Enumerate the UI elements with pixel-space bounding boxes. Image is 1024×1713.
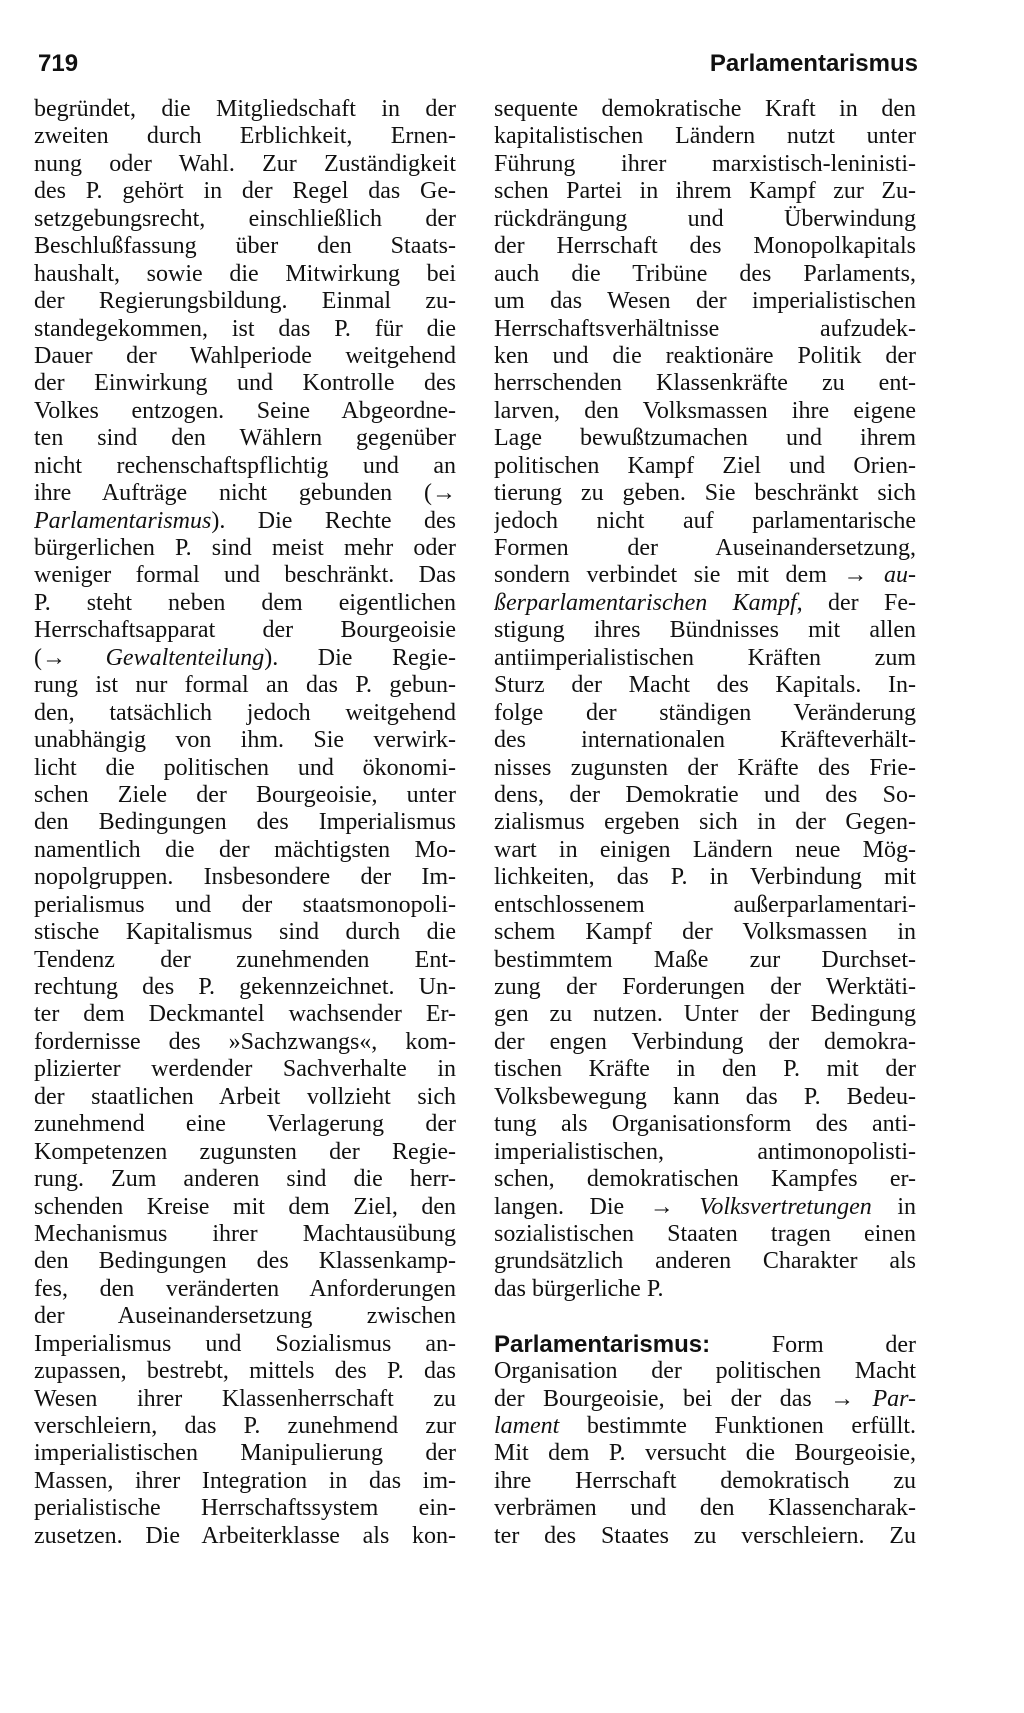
text-line — [494, 1440, 916, 1467]
text-line — [494, 1495, 916, 1522]
text-line — [34, 617, 456, 644]
text-run: bürgerlichen P. sind meist mehr oder — [34, 535, 456, 561]
text-line — [34, 178, 456, 205]
text-line — [494, 1221, 916, 1248]
text-run: der Auseinandersetzung zwischen — [34, 1303, 456, 1330]
text-line — [494, 398, 916, 425]
text-run: den Bedingungen des Klassenkamp- — [34, 1248, 456, 1275]
text-line — [34, 809, 456, 836]
text-line — [34, 1139, 456, 1166]
text-line — [494, 1523, 916, 1550]
text-run: rung ist nur formal an das P. gebun- — [34, 672, 456, 699]
text-line — [34, 343, 456, 370]
text-line — [34, 892, 456, 919]
text-line — [494, 947, 916, 974]
text-line — [34, 864, 456, 891]
text-line — [34, 672, 456, 699]
text-line — [34, 1194, 456, 1221]
text-run: sozialistischen Staaten tragen einen — [494, 1220, 916, 1247]
text-line — [34, 206, 456, 233]
text-run: schen, demokratischen Kampfes er- — [494, 1166, 916, 1193]
text-run: Mechanismus ihrer Machtausübung — [34, 1220, 456, 1247]
text-line — [34, 1001, 456, 1028]
text-run: Imperialismus und Sozialismus an- — [34, 1330, 456, 1357]
text-run: schem Kampf der Volksmassen in — [494, 919, 916, 946]
text-run: ten sind den Wählern gegenüber — [34, 425, 456, 452]
text-run: , der Fe- — [796, 589, 916, 616]
text-line — [34, 1029, 456, 1056]
text-line — [34, 727, 456, 754]
text-line — [34, 1084, 456, 1111]
text-line — [34, 233, 456, 260]
text-run: Wesen ihrer Klassenherrschaft zu — [34, 1385, 456, 1412]
text-line — [494, 672, 916, 699]
text-line — [494, 919, 916, 946]
text-line — [494, 123, 916, 150]
text-run: politischen Kampf Ziel und Orien- — [494, 452, 916, 479]
text-line — [34, 947, 456, 974]
text-line — [34, 1303, 456, 1330]
text-line — [494, 1194, 916, 1221]
text-run: fes, den veränderten Anforderungen — [34, 1275, 456, 1302]
text-line — [494, 370, 916, 397]
text-line — [34, 837, 456, 864]
text-run: ter dem Deckmantel wachsender Er- — [34, 1001, 456, 1028]
text-run: ihre Aufträge nicht gebunden (→ — [34, 480, 456, 507]
text-run: begründet, die Mitgliedschaft in der — [34, 96, 456, 122]
text-line — [34, 480, 456, 507]
text-line — [494, 700, 916, 727]
text-line — [34, 398, 456, 425]
text-run: herrschenden Klassenkräfte zu ent- — [494, 370, 916, 397]
text-line — [494, 1468, 916, 1495]
text-run: zusetzen. Die Arbeiterklasse als kon- — [34, 1522, 456, 1549]
text-run: Form der — [710, 1331, 916, 1358]
text-run: stigung ihres Bündnisses mit allen — [494, 617, 916, 644]
text-run: den Bedingungen des Imperialismus — [34, 809, 456, 836]
text-line — [494, 562, 916, 589]
text-run: Mit dem P. versucht die Bourgeoisie, — [494, 1440, 916, 1467]
text-run: kapitalistischen Ländern nutzt unter — [494, 123, 916, 150]
running-title: Parlamentarismus — [709, 50, 918, 77]
text-run: rückdrängung und Überwindung — [494, 205, 916, 232]
text-run: licht die politischen und ökonomi- — [34, 754, 456, 781]
text-line — [34, 425, 456, 452]
text-run: Sturz der Macht des Kapitals. In- — [494, 672, 916, 699]
text-line — [34, 700, 456, 727]
text-line — [494, 617, 916, 644]
text-run: in — [871, 1193, 916, 1220]
text-run: tung als Organisationsform des anti- — [494, 1111, 916, 1138]
text-run: der Bourgeoisie, bei der das → — [494, 1385, 873, 1412]
text-run: Dauer der Wahlperiode weitgehend — [34, 342, 456, 369]
text-line — [34, 288, 456, 315]
text-line — [494, 480, 916, 507]
text-run: grundsätzlich anderen Charakter als — [494, 1248, 916, 1275]
text-line — [494, 233, 916, 260]
text-run: Herrschaftsverhältnisse aufzudek- — [494, 315, 916, 342]
text-run: lichkeiten, das P. in Verbindung mit — [494, 864, 916, 891]
text-run: antiimperialistischen Kräften zum — [494, 644, 916, 671]
text-line — [494, 206, 916, 233]
text-run: sequente demokratische Kraft in den — [494, 96, 916, 122]
text-run: schenden Kreise mit dem Ziel, den — [34, 1193, 456, 1220]
cross-reference: Volksvertretungen — [699, 1193, 872, 1220]
text-run: fordernisse des »Sachzwangs«, kom- — [34, 1028, 456, 1055]
text-run: des P. gehört in der Regel das Ge- — [34, 178, 456, 205]
cross-reference: ßerparlamentarischen Kampf — [494, 589, 797, 616]
text-run: den, tatsächlich jedoch weitgehend — [34, 699, 456, 726]
text-line — [494, 837, 916, 864]
text-line — [494, 590, 916, 617]
text-line — [34, 1331, 456, 1358]
text-run: ). Die Rechte des — [211, 507, 456, 534]
text-line — [34, 1523, 456, 1550]
text-run: zung der Forderungen der Werktäti- — [494, 974, 916, 1000]
text-run: rechtung des P. gekennzeichnet. Un- — [34, 974, 456, 1000]
text-run: nopolgruppen. Insbesondere der Im- — [34, 864, 456, 891]
text-line — [494, 343, 916, 370]
text-line — [494, 1056, 916, 1083]
text-run: ter des Staates zu verschleiern. Zu — [494, 1522, 916, 1549]
text-line — [34, 919, 456, 946]
text-line — [34, 562, 456, 589]
text-line — [34, 261, 456, 288]
text-run: namentlich die der mächtigsten Mo- — [34, 836, 456, 863]
text-run: auch die Tribüne des Parlaments, — [494, 260, 916, 287]
text-line — [494, 178, 916, 205]
text-line — [34, 1413, 456, 1440]
text-run: folge der ständigen Veränderung — [494, 699, 916, 726]
text-run: ken und die reaktionäre Politik der — [494, 342, 916, 369]
text-run: perialismus und der staatsmonopoli- — [34, 891, 456, 918]
text-line — [34, 151, 456, 178]
text-run: entschlossenem außerparlamentari- — [494, 891, 916, 918]
text-run: bestimmtem Maße zur Durchset- — [494, 946, 916, 973]
text-run: Kompetenzen zugunsten der Regie- — [34, 1138, 456, 1165]
text-line — [494, 508, 916, 535]
cross-reference: au- — [884, 562, 916, 589]
text-run: imperialistischen, antimonopolisti- — [494, 1138, 916, 1165]
text-run: schen Ziele der Bourgeoisie, unter — [34, 781, 456, 808]
text-line — [34, 1495, 456, 1522]
text-run: Volksbewegung kann das P. Bedeu- — [494, 1083, 916, 1110]
text-run: (→ — [34, 644, 106, 671]
text-run: Herrschaftsapparat der Bourgeoisie — [34, 617, 456, 644]
cross-reference: Parlamentarismus — [34, 507, 212, 534]
text-line — [494, 535, 916, 562]
text-run: tischen Kräfte in den P. mit der — [494, 1056, 916, 1083]
text-line — [494, 261, 916, 288]
text-run: verbrämen und den Klassencharak- — [494, 1495, 916, 1522]
text-run: ). Die Regie- — [264, 644, 456, 671]
text-run: nicht rechenschaftspflichtig und an — [34, 452, 456, 479]
text-run: wart in einigen Ländern neue Mög- — [494, 836, 916, 863]
text-line — [494, 1386, 916, 1413]
text-line — [34, 453, 456, 480]
text-line — [34, 1248, 456, 1275]
text-run: Organisation der politischen Macht — [494, 1358, 916, 1385]
text-line — [34, 96, 456, 123]
text-line — [494, 1001, 916, 1028]
text-run: nung oder Wahl. Zur Zuständigkeit — [34, 150, 456, 177]
text-line — [34, 508, 456, 535]
text-run: gen zu nutzen. Unter der Bedingung — [494, 1001, 916, 1028]
text-line — [494, 316, 916, 343]
text-line — [34, 590, 456, 617]
text-run: setzgebungsrecht, einschließlich der — [34, 205, 456, 232]
text-line — [494, 1166, 916, 1193]
text-line — [494, 1139, 916, 1166]
text-run: zweiten durch Erblichkeit, Ernen- — [34, 123, 456, 150]
text-line — [34, 1166, 456, 1193]
text-run: imperialistischen Manipulierung der — [34, 1440, 456, 1467]
text-run: stische Kapitalismus sind durch die — [34, 919, 456, 946]
text-line — [494, 727, 916, 754]
text-run: perialistische Herrschaftssystem ein- — [34, 1495, 456, 1522]
text-line — [34, 535, 456, 562]
text-line — [494, 151, 916, 178]
text-line — [34, 370, 456, 397]
text-run: der Einwirkung und Kontrolle des — [34, 370, 456, 397]
text-run: jedoch nicht auf parlamentarische — [494, 507, 916, 534]
text-line — [494, 1029, 916, 1056]
text-run: der Herrschaft des Monopolkapitals — [494, 233, 916, 260]
text-run: das bürgerliche P. — [494, 1275, 664, 1302]
text-run: Volkes entzogen. Seine Abgeordne- — [34, 397, 456, 424]
text-line — [494, 453, 916, 480]
paragraph-gap — [494, 1303, 916, 1330]
text-line — [494, 425, 916, 452]
cross-reference: Gewaltenteilung — [105, 644, 265, 671]
text-line — [34, 123, 456, 150]
text-line — [494, 892, 916, 919]
text-run: der engen Verbindung der demokra- — [494, 1028, 916, 1055]
text-run: Tendenz der zunehmenden Ent- — [34, 946, 456, 973]
text-column-left — [34, 96, 456, 1550]
text-run: des internationalen Kräfteverhält- — [494, 727, 916, 754]
text-line — [494, 864, 916, 891]
text-line — [34, 1358, 456, 1385]
text-run: haushalt, sowie die Mitwirkung bei — [34, 260, 456, 287]
text-run: verschleiern, das P. zunehmend zur — [34, 1413, 456, 1439]
running-head — [38, 48, 918, 80]
text-line — [494, 1248, 916, 1275]
text-line — [494, 1358, 916, 1385]
text-run: Formen der Auseinandersetzung, — [494, 535, 916, 561]
text-run: unabhängig von ihm. Sie verwirk- — [34, 727, 456, 754]
text-line — [34, 316, 456, 343]
text-run: Lage bewußtzumachen und ihrem — [494, 425, 916, 452]
text-line — [34, 645, 456, 672]
text-run: bestimmte Funktionen erfüllt. — [559, 1413, 916, 1439]
text-run: um das Wesen der imperialistischen — [494, 288, 916, 315]
text-line — [494, 1413, 916, 1440]
text-line — [494, 809, 916, 836]
text-run: tierung zu geben. Sie beschränkt sich — [494, 480, 916, 507]
text-line — [34, 1056, 456, 1083]
text-line — [494, 1331, 916, 1358]
text-line — [494, 288, 916, 315]
text-run: zunehmend eine Verlagerung der — [34, 1111, 456, 1138]
text-run: Massen, ihrer Integration in das im- — [34, 1467, 456, 1494]
cross-reference: lament — [494, 1413, 560, 1439]
text-line — [494, 1084, 916, 1111]
text-run: dens, der Demokratie und des So- — [494, 781, 916, 808]
page-number: 719 — [38, 50, 79, 77]
text-line — [34, 1221, 456, 1248]
text-run: rung. Zum anderen sind die herr- — [34, 1166, 456, 1193]
text-run: nisses zugunsten der Kräfte des Frie- — [494, 754, 916, 781]
text-run: zialismus ergeben sich in der Gegen- — [494, 809, 916, 836]
text-run: sondern verbindet sie mit dem → — [494, 562, 884, 589]
text-run: P. steht neben dem eigentlichen — [34, 589, 456, 616]
text-line — [34, 1440, 456, 1467]
text-line — [34, 974, 456, 1001]
text-run: larven, den Volksmassen ihre eigene — [494, 397, 916, 424]
text-run: schen Partei in ihrem Kampf zur Zu- — [494, 178, 916, 205]
text-run: der staatlichen Arbeit vollzieht sich — [34, 1083, 456, 1110]
text-run: weniger formal und beschränkt. Das — [34, 562, 456, 589]
text-line — [34, 782, 456, 809]
text-line — [34, 1111, 456, 1138]
text-line — [494, 782, 916, 809]
text-run: ihre Herrschaft demokratisch zu — [494, 1467, 916, 1494]
text-line — [34, 1276, 456, 1303]
text-line — [34, 755, 456, 782]
text-line — [34, 1468, 456, 1495]
text-run: Führung ihrer marxistisch-leninisti- — [494, 150, 916, 177]
text-line — [494, 1276, 916, 1303]
text-run: plizierter werdender Sachverhalte in — [34, 1056, 456, 1083]
text-column-right — [494, 96, 916, 1550]
text-line — [494, 974, 916, 1001]
text-run: zupassen, bestrebt, mittels des P. das — [34, 1358, 456, 1385]
text-line — [494, 96, 916, 123]
text-run: Beschlußfassung über den Staats- — [34, 233, 456, 260]
text-run: standegekommen, ist das P. für die — [34, 315, 456, 342]
text-line — [34, 1386, 456, 1413]
text-line — [494, 755, 916, 782]
entry-headword: Parlamentarismus: — [494, 1330, 711, 1358]
text-run: der Regierungsbildung. Einmal zu- — [34, 288, 456, 315]
cross-reference: Par- — [872, 1385, 916, 1412]
text-line — [494, 1111, 916, 1138]
text-run: langen. Die → — [494, 1193, 700, 1220]
text-line — [494, 645, 916, 672]
